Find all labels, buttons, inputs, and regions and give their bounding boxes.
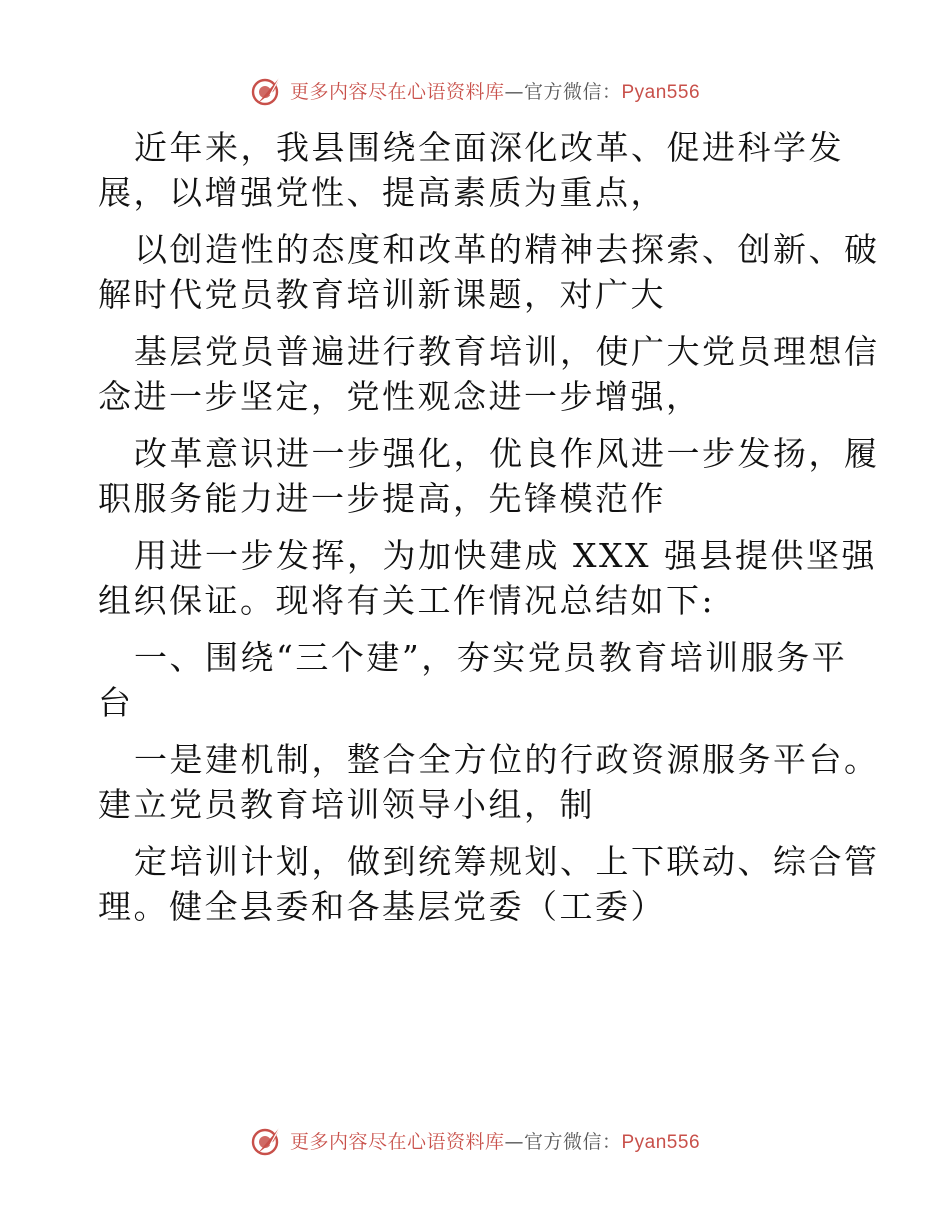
header-banner-text <box>290 77 700 104</box>
body-line: 解时代党员教育培训新课题，对广大 <box>98 275 666 314</box>
body-line: 组织保证。现将有关工作情况总结如下: <box>98 581 716 620</box>
body-text <box>98 125 880 929</box>
body-line: 改革意识进一步强化，优良作风进一步发扬，履 <box>134 434 880 473</box>
body-line: 念进一步坚定，党性观念进一步增强， <box>98 377 702 416</box>
body-line: 一是建机制，整合全方位的行政资源服务平台。 <box>134 740 880 779</box>
header-brand-name: 更多内容尽在心语资料库 <box>289 80 505 103</box>
body-line: 理。健全县委和各基层党委（工委） <box>98 887 666 926</box>
header-dash: — <box>504 80 524 103</box>
body-line: 展，以增强党性、提高素质为重点， <box>98 173 666 212</box>
body-line: 定培训计划，做到统筹规划、上下联动、综合管 <box>134 842 880 881</box>
header-wechat-id: Pyan556 <box>621 81 701 103</box>
body-line: 用进一步发挥，为加快建成 XXX 强县提供坚强 <box>134 536 877 575</box>
footer-brand-name: 更多内容尽在心语资料库 <box>289 1130 505 1153</box>
feather-logo-icon <box>250 1123 284 1157</box>
footer-banner-text <box>290 1127 700 1154</box>
body-line: 职服务能力进一步提高，先锋模范作 <box>98 479 666 518</box>
footer-wechat-id: Pyan556 <box>621 1131 701 1153</box>
body-line: 基层党员普遍进行教育培训，使广大党员理想信 <box>134 332 880 371</box>
body-line: 以创造性的态度和改革的精神去探索、创新、破 <box>134 230 880 269</box>
body-line: 一、围绕“三个建”，夯实党员教育培训服务平 <box>134 638 848 677</box>
header-wechat-label: 官方微信： <box>523 80 622 103</box>
footer-dash: — <box>504 1130 524 1153</box>
header-banner <box>0 70 950 110</box>
body-line: 台 <box>98 683 134 722</box>
footer-banner <box>0 1120 950 1160</box>
feather-logo-icon <box>250 73 284 107</box>
body-line: 近年来，我县围绕全面深化改革、促进科学发 <box>134 128 844 167</box>
body-line: 建立党员教育培训领导小组，制 <box>98 785 595 824</box>
footer-wechat-label: 官方微信： <box>523 1130 622 1153</box>
